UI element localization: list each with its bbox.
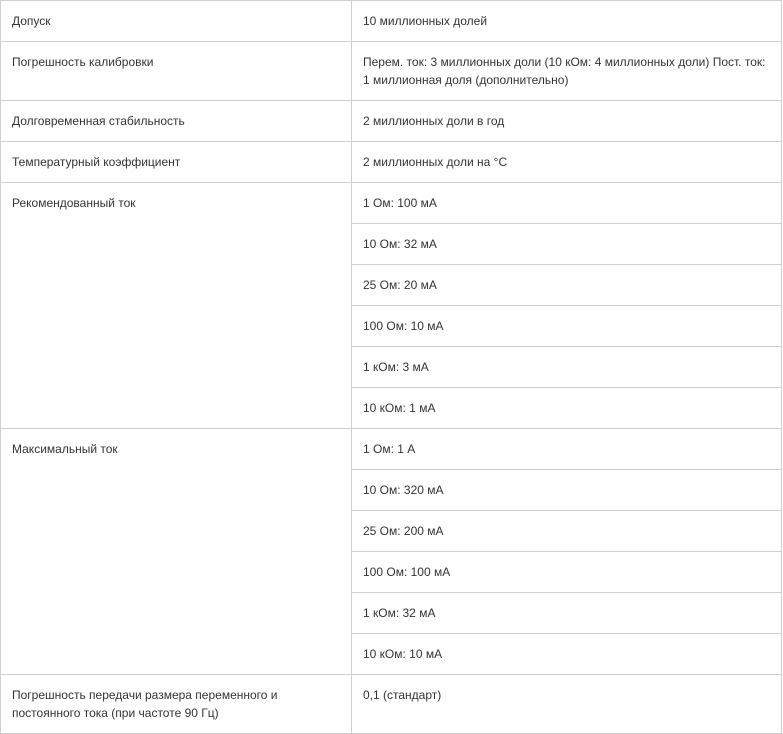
- param-name: Погрешность калибровки: [1, 42, 352, 101]
- param-value: 100 Ом: 10 мА: [352, 306, 782, 347]
- param-name: Рекомендованный ток: [1, 183, 352, 429]
- param-value: 1 кОм: 3 мА: [352, 347, 782, 388]
- table-row: [1, 42, 782, 101]
- table-row: [1, 101, 782, 142]
- param-value: 10 Ом: 32 мА: [352, 224, 782, 265]
- param-name: Погрешность передачи размера переменного и постоянного тока (при частоте 90 Гц): [1, 675, 352, 734]
- param-value: 1 кОм: 32 мА: [352, 593, 782, 634]
- param-value: 1 Ом: 100 мА: [352, 183, 782, 224]
- param-name: Допуск: [1, 1, 352, 42]
- table-row: [1, 429, 782, 470]
- table-row: [1, 675, 782, 734]
- table-row: [1, 1, 782, 42]
- param-value: 10 миллионных долей: [352, 1, 782, 42]
- param-value: 2 миллионных доли в год: [352, 101, 782, 142]
- table-row: [1, 142, 782, 183]
- param-name: Максимальный ток: [1, 429, 352, 675]
- table-row: [1, 183, 782, 224]
- param-value: 10 кОм: 10 мА: [352, 634, 782, 675]
- param-value: 25 Ом: 20 мА: [352, 265, 782, 306]
- param-value: Перем. ток: 3 миллионных доли (10 кОм: 4 миллионных доли) Пост. ток: 1 миллионная доля (дополнительно): [352, 42, 782, 101]
- param-value: 2 миллионных доли на °C: [352, 142, 782, 183]
- param-value: 0,1 (стандарт): [352, 675, 782, 734]
- param-value: 10 кОм: 1 мА: [352, 388, 782, 429]
- param-value: 10 Ом: 320 мА: [352, 470, 782, 511]
- param-value: 1 Ом: 1 А: [352, 429, 782, 470]
- param-value: 100 Ом: 100 мА: [352, 552, 782, 593]
- param-name: Долговременная стабильность: [1, 101, 352, 142]
- param-name: Температурный коэффициент: [1, 142, 352, 183]
- param-value: 25 Ом: 200 мА: [352, 511, 782, 552]
